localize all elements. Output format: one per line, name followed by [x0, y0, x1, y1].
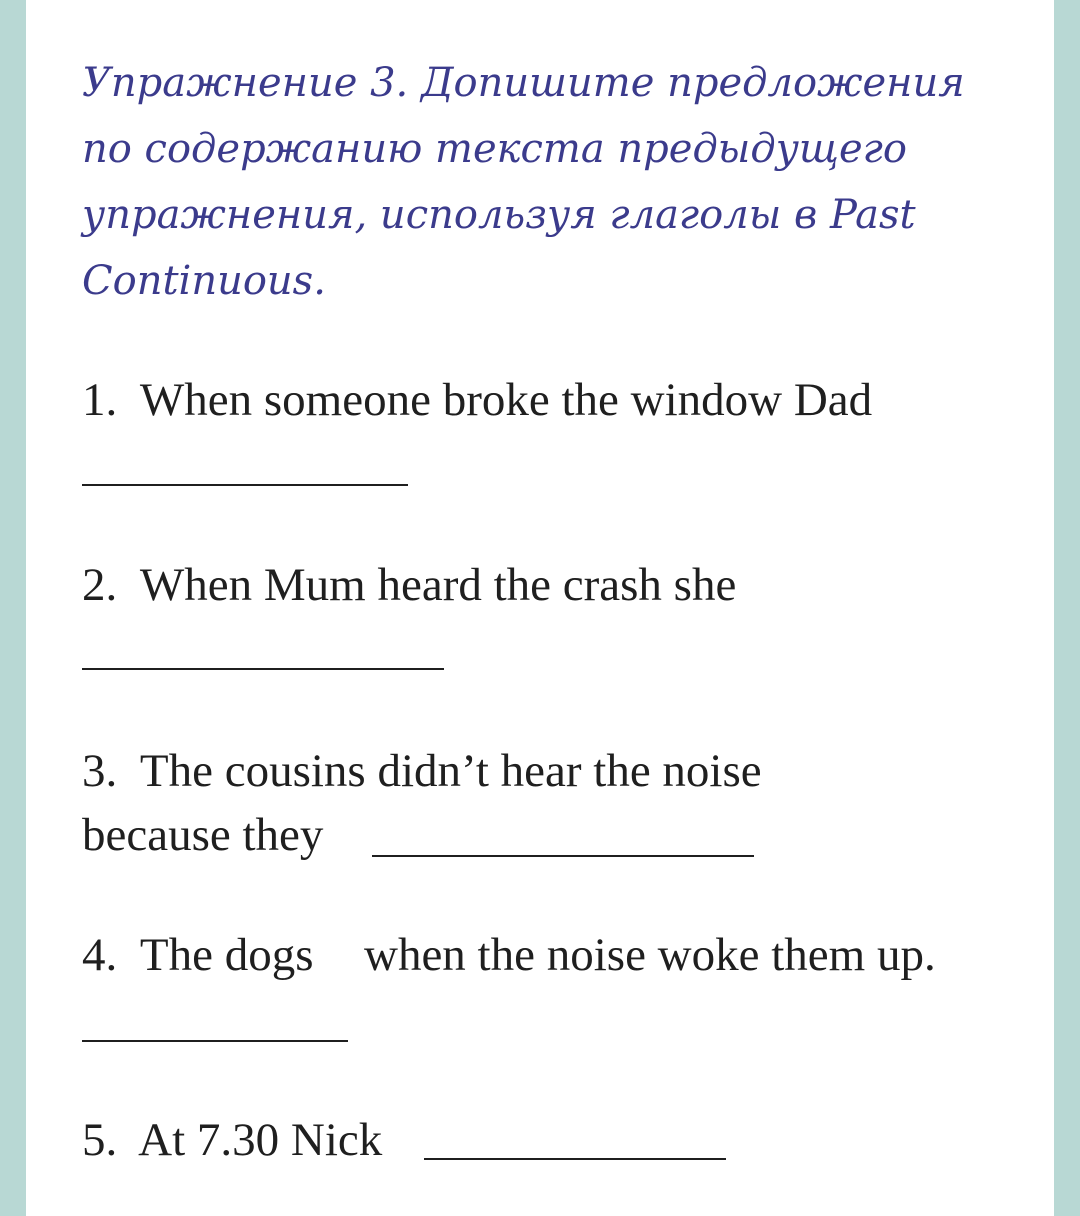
- sentence-3-line-1: [82, 745, 762, 797]
- item-text: The dogs: [139, 929, 314, 981]
- item-number: 1.: [82, 374, 118, 426]
- item-number: 4.: [82, 929, 118, 981]
- item-number: 3.: [82, 745, 118, 797]
- answer-blank-4[interactable]: [82, 1040, 348, 1042]
- item-text: When Mum heard the crash she: [139, 559, 737, 611]
- item-number: 2.: [82, 559, 118, 611]
- sentence-3-line-2: [82, 809, 324, 861]
- answer-blank-2[interactable]: [82, 668, 444, 670]
- sentence-1: [82, 374, 873, 426]
- answer-blank-1[interactable]: [82, 484, 408, 486]
- sentence-4-continuation: [364, 929, 936, 981]
- worksheet-page: [26, 0, 1054, 1216]
- sentence-2: [82, 559, 737, 611]
- item-text: When someone broke the window Dad: [139, 374, 873, 426]
- sentence-4: [82, 929, 314, 981]
- answer-blank-5[interactable]: [424, 1158, 726, 1160]
- answer-blank-3[interactable]: [372, 855, 754, 857]
- item-text: At 7.30 Nick: [138, 1114, 383, 1166]
- item-text: when the noise woke them up.: [364, 929, 936, 981]
- item-number: 5.: [82, 1114, 118, 1166]
- sentence-5: [82, 1114, 383, 1166]
- exercise-instruction: Упражнение 3. Допишите предложения по содержанию текста предыдущего упражнения, используя глаголы в Past Continuous.: [82, 60, 965, 304]
- item-text: because they: [82, 809, 324, 861]
- item-text: The cousins didn’t hear the noise: [139, 745, 762, 797]
